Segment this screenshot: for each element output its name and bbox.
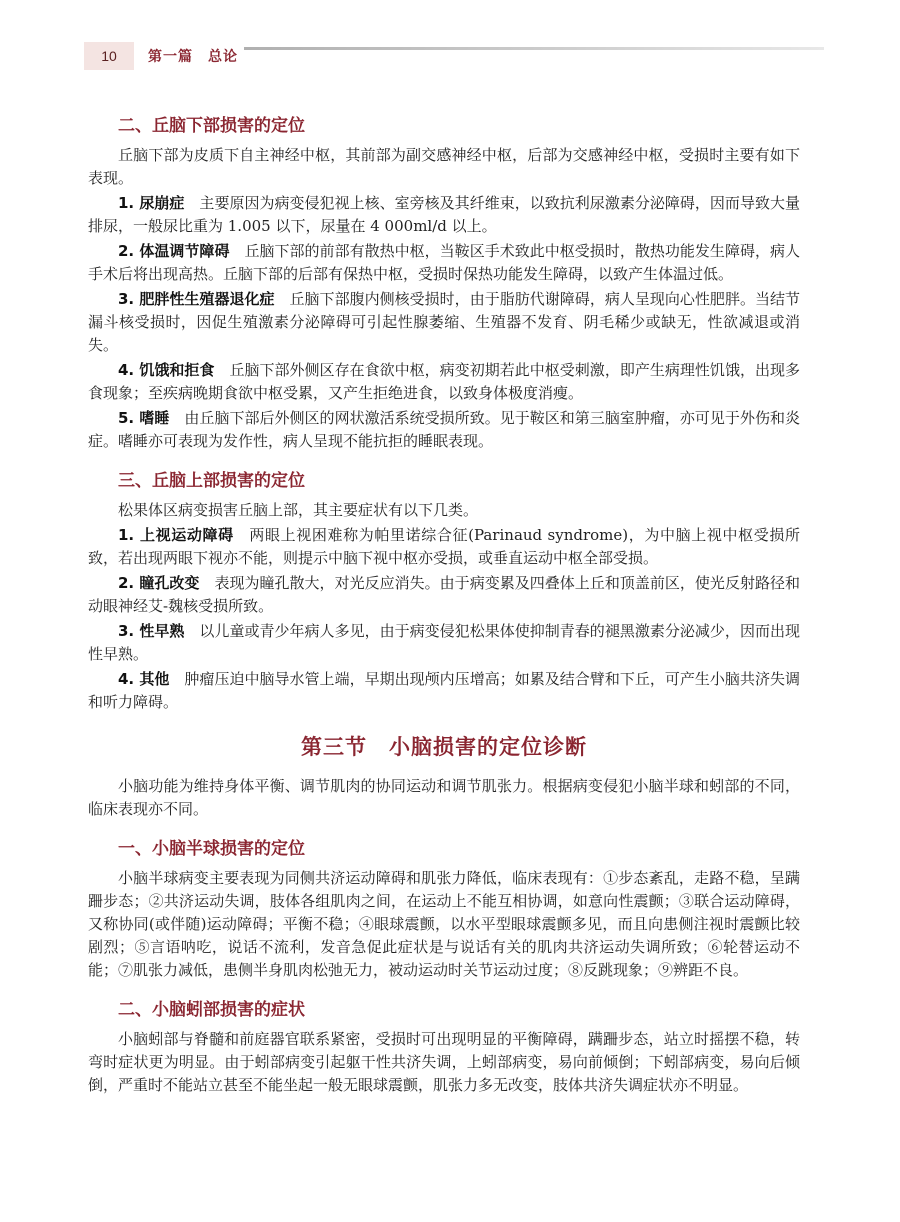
list-item <box>88 668 800 714</box>
item-term: 2. 体温调节障碍 <box>118 242 230 260</box>
list-item <box>88 240 800 286</box>
item-term: 1. 上视运动障碍 <box>118 526 234 544</box>
item-text: 丘脑下部外侧区存在食欲中枢，病变初期若此中枢受刺激，即产生病理性饥饿，出现多食现象；至疾病晚期食欲中枢受累，又产生拒绝进食，以致身体极度消瘦。 <box>88 361 800 402</box>
page-header <box>84 42 824 70</box>
section-number: 第三节 <box>301 735 367 759</box>
item-term: 1. 尿崩症 <box>118 194 185 212</box>
paragraph: 小脑半球病变主要表现为同侧共济运动障碍和肌张力降低，临床表现有：①步态紊乱，走路不稳，呈蹒跚步态；②共济运动失调，肢体各组肌肉之间，在运动上不能互相协调，如意向性震颤；③联合运动障碍，又称协同(或伴随)运动障碍；平衡不稳；④眼球震颤，以水平型眼球震颤多见，而且向患侧注视时震颤比较剧烈；⑤言语呐吃，说话不流利，发音急促此症状是与说话有关的肌肉共济运动失调所致；⑥轮替运动不能；⑦肌张力减低，患侧半身肌肉松弛无力，被动运动时关节运动过度；⑧反跳现象；⑨辨距不良。 <box>88 869 800 979</box>
list-item <box>88 359 800 405</box>
paragraph: 松果体区病变损害丘脑上部，其主要症状有以下几类。 <box>118 501 479 519</box>
item-text: 主要原因为病变侵犯视上核、室旁核及其纤维束，以致抗利尿激素分泌障碍，因而导致大量排尿，一般尿比重为 1.005 以下，尿量在 4 000ml/d 以上。 <box>88 194 800 235</box>
heading-cerebellar-hemisphere: 一、小脑半球损害的定位 <box>118 839 305 859</box>
header-rule <box>244 47 824 50</box>
item-text: 丘脑下部的前部有散热中枢，当鞍区手术致此中枢受损时，散热功能发生障碍，病人手术后将出现高热。丘脑下部的后部有保热中枢，受损时保热功能发生障碍，以致产生体温过低。 <box>88 242 800 283</box>
paragraph: 小脑功能为维持身体平衡、调节肌肉的协同运动和调节肌张力。根据病变侵犯小脑半球和蚓部的不同，临床表现亦不同。 <box>88 777 800 818</box>
section-title <box>88 736 800 759</box>
heading-vermis: 二、小脑蚓部损害的症状 <box>118 1000 305 1020</box>
item-term: 3. 性早熟 <box>118 622 185 640</box>
list-item <box>88 524 800 570</box>
item-text: 肿瘤压迫中脑导水管上端，早期出现颅内压增高；如累及结合臂和下丘，可产生小脑共济失调和听力障碍。 <box>88 670 800 711</box>
item-text: 以儿童或青少年病人多见，由于病变侵犯松果体使抑制青春的褪黑激素分泌减少，因而出现性早熟。 <box>88 622 800 663</box>
list-item <box>88 407 800 453</box>
list-item <box>88 572 800 618</box>
item-text: 丘脑下部腹内侧核受损时，由于脂肪代谢障碍，病人呈现向心性肥胖。当结节漏斗核受损时，因促生殖激素分泌障碍可引起性腺萎缩、生殖器不发育、阴毛稀少或缺无，性欲减退或消失。 <box>88 290 801 354</box>
item-term: 2. 瞳孔改变 <box>118 574 200 592</box>
chapter-label: 第一篇 总论 <box>148 49 238 65</box>
page-content <box>88 108 800 1099</box>
list-item <box>88 192 800 238</box>
paragraph: 丘脑下部为皮质下自主神经中枢，其前部为副交感神经中枢，后部为交感神经中枢，受损时主要有如下表现。 <box>88 146 800 187</box>
item-term: 4. 饥饿和拒食 <box>118 361 215 379</box>
page-number: 10 <box>84 42 134 70</box>
item-term: 4. 其他 <box>118 670 170 688</box>
item-text: 由丘脑下部后外侧区的网状激活系统受损所致。见于鞍区和第三脑室肿瘤，亦可见于外伤和炎症。嗜睡亦可表现为发作性，病人呈现不能抗拒的睡眠表现。 <box>88 409 800 450</box>
heading-epithalamus: 三、丘脑上部损害的定位 <box>118 471 305 491</box>
heading-hypothalamus: 二、丘脑下部损害的定位 <box>118 116 305 136</box>
item-term: 3. 肥胖性生殖器退化症 <box>118 290 275 308</box>
item-text: 表现为瞳孔散大，对光反应消失。由于病变累及四叠体上丘和顶盖前区，使光反射路径和动眼神经艾-魏核受损所致。 <box>88 574 800 615</box>
list-item <box>88 620 800 666</box>
item-text: 两眼上视困难称为帕里诺综合征(Parinaud syndrome)，为中脑上视中枢受损所致，若出现两眼下视亦不能，则提示中脑下视中枢亦受损，或垂直运动中枢全部受损。 <box>88 526 800 567</box>
list-item <box>88 288 800 357</box>
item-term: 5. 嗜睡 <box>118 409 170 427</box>
paragraph: 小脑蚓部与脊髓和前庭器官联系紧密，受损时可出现明显的平衡障碍，蹒跚步态，站立时摇摆不稳，转弯时症状更为明显。由于蚓部病变引起躯干性共济失调，上蚓部病变，易向前倾倒；下蚓部病变，易向后倾倒，严重时不能站立甚至不能坐起一般无眼球震颤，肌张力多无改变，肢体共济失调症状亦不明显。 <box>88 1030 800 1094</box>
section-name: 小脑损害的定位诊断 <box>389 735 587 759</box>
